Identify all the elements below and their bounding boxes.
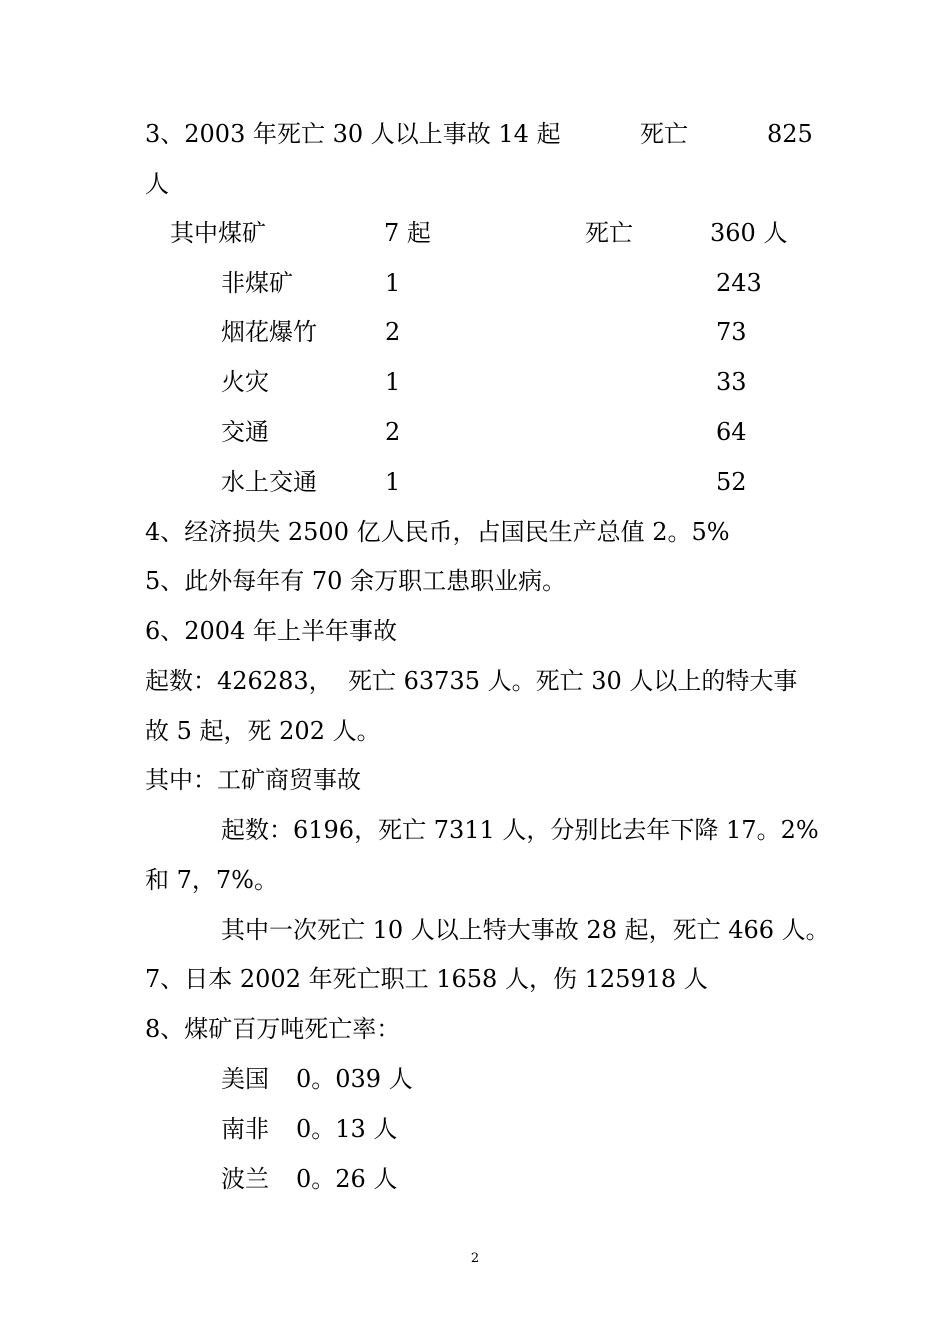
section-3-total-deaths: 825 bbox=[767, 120, 813, 148]
row-label: 交通 bbox=[221, 418, 269, 446]
row-count: 1 bbox=[385, 269, 401, 297]
section-3-unit: 人 bbox=[145, 170, 169, 198]
country-name: 美国 bbox=[221, 1065, 269, 1093]
section-6-line-1a: 起数：426283， bbox=[145, 667, 333, 695]
death-rate: 0。26 人 bbox=[296, 1165, 398, 1193]
row-label: 烟花爆竹 bbox=[221, 318, 317, 346]
row-count: 1 bbox=[385, 368, 401, 396]
row-label: 非煤矿 bbox=[221, 269, 293, 297]
row-count: 2 bbox=[385, 418, 401, 446]
section-8-heading: 8、煤矿百万吨死亡率： bbox=[145, 1015, 401, 1043]
row-deaths: 243 bbox=[716, 269, 762, 297]
country-name: 波兰 bbox=[221, 1165, 269, 1193]
section-5-text: 5、此外每年有 70 余万职工患职业病。 bbox=[145, 567, 567, 595]
section-6-line-2: 故 5 起，死 202 人。 bbox=[145, 717, 381, 745]
row-deaths: 33 bbox=[716, 368, 747, 396]
death-rate: 0。13 人 bbox=[296, 1115, 398, 1143]
section-6-line-3: 其中：工矿商贸事故 bbox=[145, 766, 361, 794]
section-3-died-label: 死亡 bbox=[640, 120, 688, 148]
coal-died-label: 死亡 bbox=[585, 219, 633, 247]
country-name: 南非 bbox=[221, 1115, 269, 1143]
coal-label: 其中煤矿 bbox=[170, 219, 266, 247]
row-deaths: 73 bbox=[716, 318, 747, 346]
section-6-heading: 6、2004 年上半年事故 bbox=[145, 617, 397, 645]
section-4-text: 4、经济损失 2500 亿人民币，占国民生产总值 2。5% bbox=[145, 518, 730, 546]
row-count: 1 bbox=[385, 468, 401, 496]
death-rate: 0。039 人 bbox=[296, 1065, 413, 1093]
section-6-line-1b: 死亡 63735 人。死亡 30 人以上的特大事 bbox=[348, 667, 798, 695]
section-7-text: 7、日本 2002 年死亡职工 1658 人，伤 125918 人 bbox=[145, 965, 708, 993]
row-label: 水上交通 bbox=[221, 468, 317, 496]
row-deaths: 52 bbox=[716, 468, 747, 496]
row-count: 2 bbox=[385, 318, 401, 346]
page-number: 2 bbox=[470, 1251, 480, 1266]
coal-deaths: 360 人 bbox=[710, 219, 788, 247]
section-6-line-4: 起数：6196，死亡 7311 人，分别比去年下降 17。2% bbox=[221, 816, 819, 844]
row-deaths: 64 bbox=[716, 418, 747, 446]
row-label: 火灾 bbox=[221, 368, 269, 396]
section-6-line-6: 其中一次死亡 10 人以上特大事故 28 起，死亡 466 人。 bbox=[221, 916, 830, 944]
coal-count: 7 起 bbox=[384, 219, 431, 247]
section-6-line-5: 和 7，7%。 bbox=[145, 866, 278, 894]
section-3-heading: 3、2003 年死亡 30 人以上事故 14 起 bbox=[145, 120, 561, 148]
